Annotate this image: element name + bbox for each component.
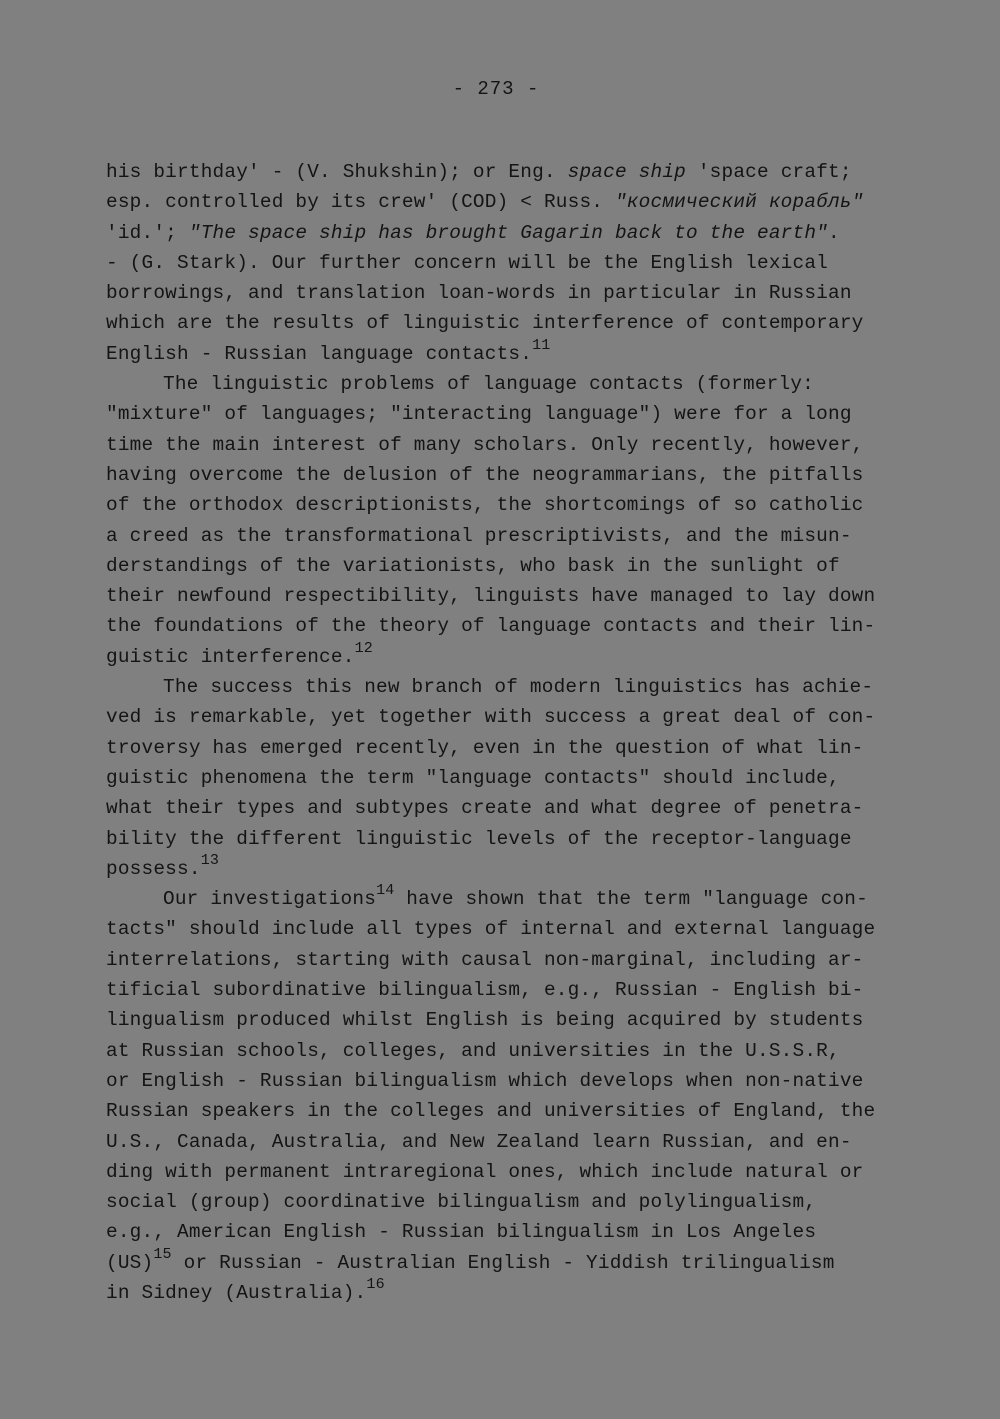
italic-text: space ship [567, 161, 686, 183]
text-line [106, 975, 906, 1005]
text-run: have shown that the term "language con- [394, 888, 868, 911]
text-line [106, 1005, 906, 1035]
text-line [106, 157, 906, 187]
text-line [106, 399, 906, 429]
text-run: - (G. Stark). Our further concern will be the English lexical [106, 251, 829, 274]
text-line [106, 639, 906, 672]
text-line [106, 430, 906, 460]
text-line [106, 824, 906, 854]
text-run: which are the results of linguistic interference of contemporary [106, 312, 864, 335]
text-run: possess. [106, 857, 201, 880]
text-line [106, 1066, 906, 1096]
text-line [106, 672, 906, 702]
text-run: bility the different linguistic levels of the receptor-language [106, 827, 852, 850]
text-run: esp. controlled by its crew' (COD) < Russ. [106, 191, 615, 214]
text-run: The success this new branch of modern linguistics has achie- [163, 676, 874, 699]
text-line [106, 733, 906, 763]
text-run: at Russian schools, colleges, and universities in the U.S.S.R, [106, 1039, 840, 1062]
text-line [106, 581, 906, 611]
text-run: their newfound respectibility, linguists have managed to lay down [106, 585, 876, 608]
text-line [106, 914, 906, 944]
text-run: ved is remarkable, yet together with success a great deal of con- [106, 706, 876, 729]
page-number: - 273 - [452, 78, 540, 100]
italic-text: "космический корабль" [614, 191, 864, 214]
text-line [106, 1275, 906, 1308]
text-run: interrelations, starting with causal non-marginal, including ar- [106, 948, 864, 971]
text-run: guistic phenomena the term "language contacts" should include, [106, 766, 840, 789]
text-line [106, 1036, 906, 1066]
text-line [106, 521, 906, 551]
text-run: 'id.'; [106, 221, 189, 244]
text-run: ding with permanent intraregional ones, which include natural or [106, 1160, 864, 1183]
text-line [106, 793, 906, 823]
text-run: Our investigations [163, 888, 377, 911]
text-run: U.S., Canada, Australia, and New Zealand learn Russian, and en- [106, 1130, 852, 1153]
text-run: what their types and subtypes create and what degree of penetra- [106, 797, 864, 820]
text-line [106, 851, 906, 884]
italic-text: "The space ship has brought Gagarin back to the earth" [188, 221, 829, 244]
text-line [106, 187, 906, 217]
text-line [106, 551, 906, 581]
footnote-marker: 11 [532, 336, 551, 354]
footnote-marker: 14 [376, 882, 395, 900]
text-run: "mixture" of languages; "interacting language") were for a long [106, 403, 852, 426]
text-run: in Sidney (Australia). [106, 1281, 367, 1304]
text-run: borrowings, and translation loan-words in particular in Russian [106, 282, 852, 305]
text-run: his birthday' - (V. Shukshin); or Eng. [106, 161, 568, 183]
text-run: 'space craft; [686, 161, 852, 183]
text-run: derstandings of the variationists, who bask in the sunlight of [106, 554, 840, 577]
text-run: time the main interest of many scholars. Only recently, however, [106, 433, 864, 456]
text-line [106, 1187, 906, 1217]
text-run: The linguistic problems of language contacts (formerly: [163, 373, 814, 396]
footnote-marker: 16 [366, 1275, 385, 1293]
text-line [106, 945, 906, 975]
text-run: the foundations of the theory of language contacts and their lin- [106, 615, 876, 638]
footnote-marker: 12 [354, 639, 373, 657]
text-line [106, 1127, 906, 1157]
text-line [106, 763, 906, 793]
body-text [106, 157, 906, 1308]
text-line [106, 1157, 906, 1187]
text-run: having overcome the delusion of the neogrammarians, the pitfalls [106, 463, 864, 486]
text-run: guistic interference. [106, 645, 355, 668]
text-run: of the orthodox descriptionists, the shortcomings of so catholic [106, 494, 864, 517]
text-line [106, 490, 906, 520]
text-run: Russian speakers in the colleges and universities of England, the [106, 1100, 876, 1123]
text-run: tificial subordinative bilingualism, e.g., Russian - English bi- [106, 979, 864, 1002]
text-line [106, 702, 906, 732]
text-run: . [828, 221, 840, 244]
text-line [106, 369, 906, 399]
text-line [106, 278, 906, 308]
footnote-marker: 15 [153, 1245, 172, 1263]
text-line [106, 1217, 906, 1247]
text-line [106, 308, 906, 338]
text-run: troversy has emerged recently, even in the question of what lin- [106, 736, 864, 759]
text-run: lingualism produced whilst English is being acquired by students [106, 1009, 864, 1032]
text-run: or Russian - Australian English - Yiddish trilingualism [171, 1251, 835, 1274]
text-line [106, 611, 906, 641]
text-run: a creed as the transformational prescriptivists, and the misun- [106, 524, 852, 547]
text-line [106, 1096, 906, 1126]
text-line [106, 460, 906, 490]
text-line [106, 336, 906, 369]
text-run: e.g., American English - Russian bilingualism in Los Angeles [106, 1221, 817, 1244]
text-line [106, 884, 906, 914]
text-run: English - Russian language contacts. [106, 342, 533, 365]
text-line [106, 248, 906, 278]
text-run: (US) [106, 1251, 154, 1274]
text-line [106, 1245, 906, 1278]
footnote-marker: 13 [200, 851, 220, 869]
text-run: or English - Russian bilingualism which develops when non-native [106, 1069, 864, 1092]
text-line [106, 218, 906, 248]
text-run: social (group) coordinative bilingualism and polylingualism, [106, 1191, 817, 1214]
text-run: tacts" should include all types of internal and external language [106, 918, 876, 941]
